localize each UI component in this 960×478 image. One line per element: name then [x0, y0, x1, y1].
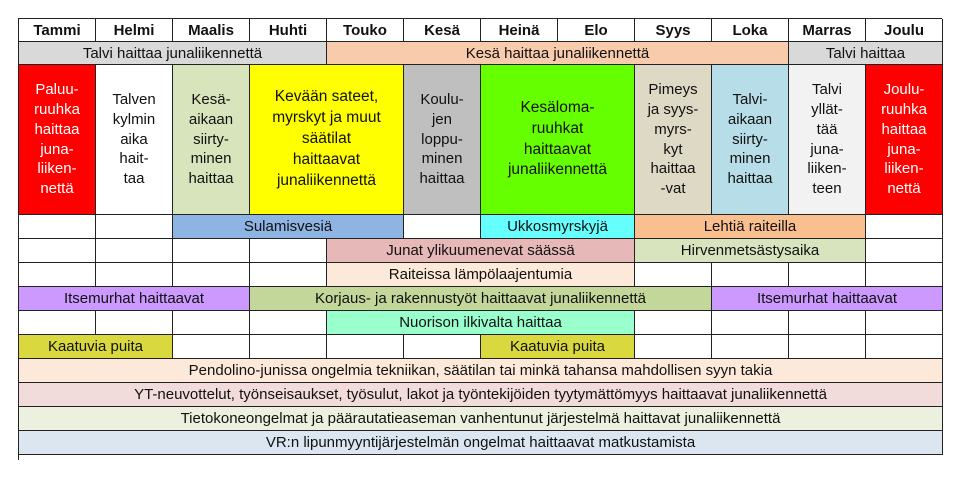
empty-cell — [96, 215, 173, 239]
empty-cell — [19, 263, 96, 287]
empty-cell — [789, 335, 866, 359]
table-cell: Junat ylikuumenevat säässä — [327, 239, 635, 263]
empty-cell — [173, 239, 250, 263]
table-cell: Itsemurhat haittaavat — [19, 287, 250, 311]
table-cell: Pimeys ja syys- myrs- kyt haittaa -vat — [635, 65, 712, 215]
empty-cell — [789, 311, 866, 335]
empty-cell — [712, 263, 789, 287]
empty-cell — [250, 239, 327, 263]
empty-cell — [19, 215, 96, 239]
table-cell: VR:n lipunmyyntijärjestelmän ongelmat haittaavat matkustamista — [19, 431, 943, 455]
month-header: Maalis — [173, 19, 250, 42]
table-cell: Hirvenmetsästysaika — [635, 239, 866, 263]
annual-disruption-table — [18, 18, 942, 460]
month-header: Kesä — [404, 19, 481, 42]
empty-cell — [173, 311, 250, 335]
table-cell: Joulu- ruuhka haittaa juna- liiken- nettä — [866, 65, 943, 215]
month-header: Touko — [327, 19, 404, 42]
empty-cell — [635, 263, 712, 287]
table-cell: Kesä- aikaan siirty- minen haittaa — [173, 65, 250, 215]
empty-cell — [96, 263, 173, 287]
table-cell: Raiteissa lämpölaajentumia — [327, 263, 635, 287]
empty-cell — [866, 215, 943, 239]
table-cell: Pendolino-junissa ongelmia tekniikan, säätilan tai minkä tahansa mahdollisen syyn takia — [19, 359, 943, 383]
empty-cell — [866, 239, 943, 263]
month-header: Marras — [789, 19, 866, 42]
table-cell: Nuorison ilkivalta haittaa — [327, 311, 635, 335]
table-cell: Korjaus- ja rakennustyöt haittaavat junaliikennettä — [250, 287, 712, 311]
table-cell: Talvi yllät- tää juna- liiken- teen — [789, 65, 866, 215]
empty-cell — [96, 239, 173, 263]
table-cell: Sulamisvesiä — [173, 215, 404, 239]
table-cell: Koulu- jen loppu- minen haittaa — [404, 65, 481, 215]
table-cell: Kaatuvia puita — [19, 335, 173, 359]
table-cell: Paluu- ruuhka haittaa juna- liiken- nettä — [19, 65, 96, 215]
month-header: Elo — [558, 19, 635, 42]
empty-cell — [712, 311, 789, 335]
month-header: Loka — [712, 19, 789, 42]
empty-cell — [866, 335, 943, 359]
month-header: Heinä — [481, 19, 558, 42]
table-cell: Talvi haittaa — [789, 42, 943, 65]
table-cell: Talvi haittaa junaliikennettä — [19, 42, 327, 65]
table-cell: Ukkosmyrskyjä — [481, 215, 635, 239]
empty-cell — [635, 311, 712, 335]
empty-cell — [173, 335, 250, 359]
empty-cell — [789, 263, 866, 287]
table-cell: Tietokoneongelmat ja päärautatieaseman vanhentunut järjestelmä haittavat junaliikennettä — [19, 407, 943, 431]
empty-cell — [866, 311, 943, 335]
month-header: Joulu — [866, 19, 943, 42]
empty-cell — [173, 263, 250, 287]
empty-cell — [404, 335, 481, 359]
month-header: Huhti — [250, 19, 327, 42]
table-cell: Talvi- aikaan siirty- minen haittaa — [712, 65, 789, 215]
empty-cell — [404, 215, 481, 239]
table-cell: Itsemurhat haittaavat — [712, 287, 943, 311]
empty-cell — [250, 311, 327, 335]
table-cell: Kesä haittaa junaliikennettä — [327, 42, 789, 65]
month-header: Syys — [635, 19, 712, 42]
table-cell: YT-neuvottelut, työnseisaukset, työsulut, lakot ja työntekijöiden tyytymättömyys haittaavat junaliikennettä — [19, 383, 943, 407]
table-cell: Kaatuvia puita — [481, 335, 635, 359]
table-cell: Kesäloma- ruuhkat haittaavat junaliikennettä — [481, 65, 635, 215]
empty-cell — [635, 335, 712, 359]
empty-cell — [96, 311, 173, 335]
table-cell: Lehtiä raiteilla — [635, 215, 866, 239]
empty-cell — [250, 335, 327, 359]
month-header: Helmi — [96, 19, 173, 42]
empty-cell — [250, 263, 327, 287]
empty-cell — [19, 311, 96, 335]
empty-cell — [712, 335, 789, 359]
empty-cell — [866, 263, 943, 287]
table-cell: Kevään sateet, myrskyt ja muut säätilat haittaavat junaliikennettä — [250, 65, 404, 215]
empty-cell — [19, 239, 96, 263]
empty-cell — [327, 335, 404, 359]
month-header: Tammi — [19, 19, 96, 42]
table-cell: Talven kylmin aika hait- taa — [96, 65, 173, 215]
